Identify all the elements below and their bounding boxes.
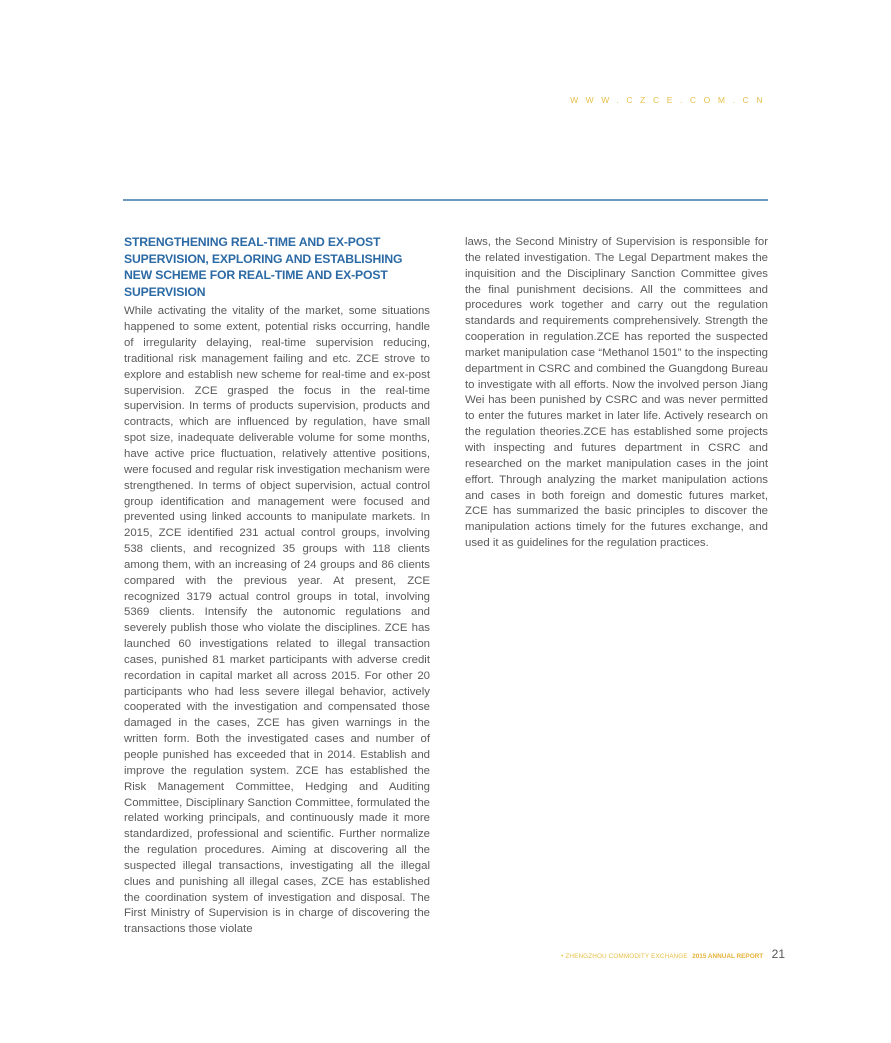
right-column-paragraph: laws, the Second Ministry of Supervision is responsible for the related investigation. The Legal Department makes the inquisition and the Disciplinary Sanction Committee gives the final punishment decisions. All the committees and procedures work together and carry out the regulation standards and requirements comprehensively. Strength the cooperation in regulation.ZCE has reported the suspected market manipulation case “Methanol 1501” to the inspecting department in CSRC and combined the Guangdong Bureau to investigate with all efforts. Now the involved person Jiang Wei has been punished by CSRC and was never permitted to enter the futures market in later life. Actively research on the regulation theories.ZCE has established some projects with inspecting and futures department in CSRC and researched on the market manipulation cases in the joint effort. Through analyzing the market manipulation actions and cases in both foreign and domestic futures market, ZCE has summarized the basic principles to discover the manipulation actions timely for the futures exchange, and used it as guidelines for the regulation practices. bbox=[465, 236, 768, 550]
header-divider bbox=[123, 199, 768, 201]
left-column bbox=[124, 234, 430, 938]
section-heading: STRENGTHENING REAL-TIME AND EX-POST SUPERVISION, EXPLORING AND ESTABLISHING NEW SCHEME FOR REAL-TIME AND EX-POST SUPERVISION bbox=[124, 235, 403, 299]
page-number: 21 bbox=[771, 947, 785, 961]
website-url: WWW.CZCE.COM.CN bbox=[570, 95, 770, 105]
right-column bbox=[465, 235, 768, 552]
page-footer bbox=[540, 945, 785, 963]
footer-organization: • ZHENGZHOU COMMODITY EXCHANGE bbox=[561, 953, 688, 960]
left-column-paragraph: While activating the vitality of the market, some situations happened to some extent, potential risks occurring, handle of irregularity delaying, real-time supervision reducing, traditional risk management failing and etc. ZCE strove to explore and establish new scheme for real-time and ex-post supervision. ZCE grasped the focus in the real-time supervision. In terms of products supervision, products and contracts, which are influenced by regulation, have small spot size, inadequate deliverable volume for some months, have active price fluctuation, relatively attentive positions, were focused and regular risk investigation mechanism were strengthened. In terms of object supervision, actual control group identification and management were focused and prevented using linked accounts to manipulate markets. In 2015, ZCE identified 231 actual control groups, involving 538 clients, and recognized 35 groups with 118 clients among them, with an increasing of 24 groups and 86 clients compared with the previous year. At present, ZCE recognized 3179 actual control groups in total, involving 5369 clients. Intensify the autonomic regulations and severely publish those who violate the disciplines. ZCE has launched 60 investigations related to illegal transaction cases, punished 81 market participants with adverse credit recordation in capital market all across 2015. For other 20 participants who had less severe illegal behavior, actively cooperated with the investigation and compensated those damaged in the cases, ZCE has given warnings in the written form. Both the investigated cases and number of people punished has exceeded that in 2014. Establish and improve the regulation system. ZCE has established the Risk Management Committee, Hedging and Auditing Committee, Disciplinary Sanction Committee, formulated the related working principals, and continuously made it more standardized, professional and scientific. Further normalize the regulation procedures. Aiming at discovering all the suspected illegal transactions, investigating all the illegal clues and punishing all illegal cases, ZCE has established the coordination system of investigation and disposal. The First Ministry of Supervision is in charge of discovering the transactions those violate bbox=[124, 305, 430, 936]
footer-report-title: 2015 ANNUAL REPORT bbox=[692, 953, 764, 960]
